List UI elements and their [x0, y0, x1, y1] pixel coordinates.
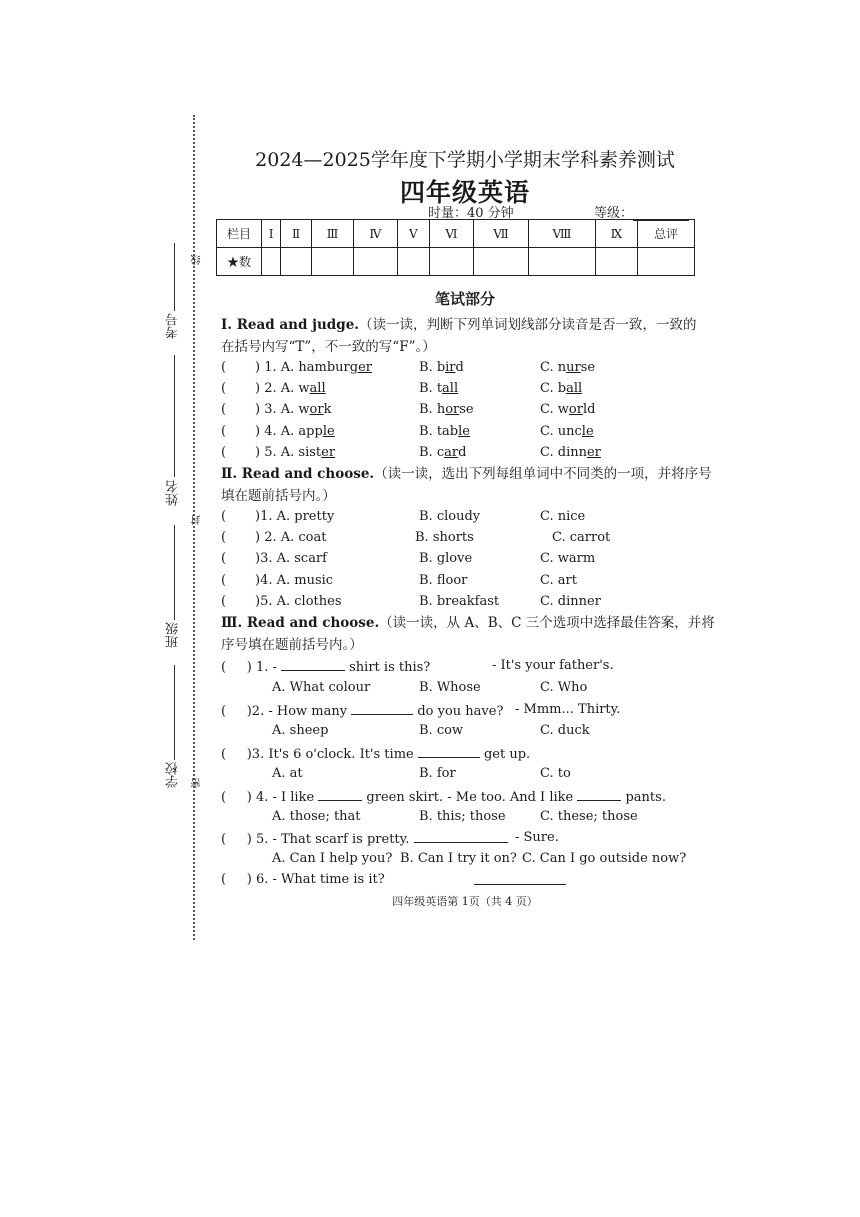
q4-option-b: B. this; those [419, 809, 506, 824]
q4-text-pre: ) 4. - I like [246, 790, 319, 805]
q1-option-b: B. Whose [419, 680, 481, 695]
score-cell: Ⅱ [281, 220, 312, 248]
q5-option-b: B. Can I try it on? [400, 851, 517, 866]
q3-option-c: C. to [540, 766, 571, 781]
part2-item: ( )4. A. music [221, 573, 334, 588]
q3-answer-blank[interactable] [418, 745, 480, 758]
part2-item-num: )4. A. music [255, 573, 334, 588]
score-cell: Ⅷ [529, 220, 596, 248]
binding-dotted-line [193, 115, 195, 940]
part1-item: ( ) 1. A. hamburger [221, 360, 372, 375]
part3-heading-bold: Ⅲ. Read and choose. [221, 615, 380, 631]
q1-option-a: A. What colour [272, 680, 371, 695]
part1-item: ( ) 2. A. wall [221, 381, 326, 396]
part1-b-underlined: or [445, 402, 460, 417]
part1-heading-line2: 在括号内写“T”，不一致的写“F”。） [221, 339, 436, 355]
part3-q4: ( ) 4. - I like green skirt. - Me too. And I like pants. [221, 790, 666, 805]
part1-a-underlined: all [309, 381, 326, 396]
q4-answer-blank-1[interactable] [318, 788, 362, 801]
part1-a-underlined: le [322, 424, 335, 439]
part2-item-num: )5. A. clothes [255, 594, 342, 609]
part1-option-b [419, 360, 464, 376]
score-table [216, 219, 695, 276]
part1-b-pre: B. h [419, 402, 446, 417]
part1-item-num: ) 5. A. [255, 445, 299, 460]
q4-text-mid: green skirt. - Me too. And I like [362, 790, 578, 805]
part1-a-pre: w [298, 402, 310, 417]
part2-option-b: B. floor [419, 573, 468, 588]
side-label-xingming: 姓名 [166, 480, 181, 506]
score-cell: Ⅵ [430, 220, 474, 248]
part1-c-pre: C. unc [540, 424, 582, 439]
part1-item-num: ) 4. A. [255, 424, 299, 439]
part2-item: ( )3. A. scarf [221, 551, 327, 566]
q6-answer-blank[interactable] [474, 884, 566, 885]
part1-a-pre: sist [298, 445, 322, 460]
part3-q5: ( ) 5. - That scarf is pretty. [221, 830, 508, 848]
part2-heading-line2: 填在题前括号内。） [221, 488, 336, 504]
score-empty-cell[interactable] [529, 248, 596, 276]
q2-answer-blank[interactable] [351, 702, 413, 715]
score-empty-cell[interactable] [281, 248, 312, 276]
side-label-xuexiao: 学校 [166, 762, 181, 788]
part2-heading-bold: Ⅱ. Read and choose. [221, 466, 375, 482]
q2-option-c: C. duck [540, 723, 590, 738]
part3-heading-line2: 序号填在题前括号内。） [221, 637, 363, 653]
part2-option-c: C. warm [540, 551, 596, 566]
q1-text-post: shirt is this? [345, 660, 431, 675]
part1-item-num: ) 3. A. [255, 402, 299, 417]
score-empty-cell[interactable] [311, 248, 353, 276]
part2-option-c: C. nice [540, 509, 586, 524]
q4-answer-blank-2[interactable] [577, 788, 621, 801]
part2-option-c: C. art [540, 573, 577, 588]
part1-c-underlined: or [568, 402, 583, 417]
part3-q2: ( )2. - How many do you have? [221, 704, 504, 719]
side-line-xingming [174, 355, 175, 477]
part1-b-underlined: all [442, 381, 459, 396]
part1-b-post: d [455, 360, 464, 375]
score-cell: Ⅰ [262, 220, 281, 248]
score-empty-cell[interactable] [354, 248, 398, 276]
q5-option-c: C. Can I go outside now? [522, 851, 687, 866]
exam-title: 2024—2025学年度下学期小学期末学科素养测试 [255, 149, 675, 171]
score-table-value-row [217, 248, 695, 276]
part1-b-post: d [458, 445, 467, 460]
q2-option-b: B. cow [419, 723, 464, 738]
q5-text-pre: ) 5. - That scarf is pretty. [246, 832, 414, 847]
part3-heading [221, 615, 715, 631]
part2-item: ( )1. A. pretty [221, 509, 335, 524]
part1-c-pre: C. n [540, 360, 567, 375]
section-title: 笔试部分 [434, 290, 495, 308]
part1-c-underlined: ur [566, 360, 581, 375]
part2-item: ( )5. A. clothes [221, 594, 342, 609]
q2-reply: - Mmm... Thirty. [515, 702, 621, 717]
score-empty-cell[interactable] [430, 248, 474, 276]
score-cell: Ⅴ [397, 220, 429, 248]
part1-c-pre: C. b [540, 381, 567, 396]
score-empty-cell[interactable] [262, 248, 281, 276]
part1-heading-rest: （读一读，判断下列单词划线部分读音是否一致，一致的 [358, 317, 697, 333]
side-line-banji [174, 525, 175, 620]
score-cell: 栏目 [217, 220, 262, 248]
seal-char-feng: 封 [192, 515, 203, 525]
part2-option-c: C. carrot [552, 530, 611, 545]
part1-option-b [419, 402, 474, 418]
q5-reply: - Sure. [515, 830, 559, 845]
seal-char-mi: 密 [192, 778, 203, 788]
score-row-label: ★数 [217, 248, 262, 276]
part1-option-c [540, 424, 594, 440]
part1-a-pre: w [298, 381, 310, 396]
part1-option-c [540, 381, 582, 397]
score-empty-cell[interactable] [397, 248, 429, 276]
part2-item-num: )3. A. scarf [255, 551, 327, 566]
part1-option-b [419, 445, 466, 461]
part1-c-pre: C. w [540, 402, 569, 417]
q3-text-pre: )3. It's 6 o'clock. It's time [246, 747, 418, 762]
part1-item: ( ) 5. A. sister [221, 445, 336, 460]
part1-b-pre: B. t [419, 381, 443, 396]
part3-q1: ( ) 1. - shirt is this? [221, 660, 431, 675]
q2-text-pre: )2. - How many [246, 704, 352, 719]
part1-c-post: se [580, 360, 596, 375]
part1-b-underlined: ar [444, 445, 459, 460]
q6-text-pre: ) 6. - What time is it? [246, 872, 385, 887]
part1-heading-bold: Ⅰ. Read and judge. [221, 317, 359, 333]
score-cell: Ⅳ [354, 220, 398, 248]
part3-q3: ( )3. It's 6 o'clock. It's time get up. [221, 747, 531, 762]
q3-option-b: B. for [419, 766, 456, 781]
score-cell: Ⅸ [595, 220, 637, 248]
part2-heading-rest: （读一读，选出下列每组单词中不同类的一项，并将序号 [374, 466, 712, 482]
q4-option-c: C. these; those [540, 809, 638, 824]
part1-option-c [540, 360, 595, 376]
part1-item: ( ) 4. A. apple [221, 424, 335, 439]
part1-a-underlined: or [309, 402, 324, 417]
part2-heading [221, 466, 712, 482]
part2-item: ( ) 2. A. coat [221, 530, 327, 545]
part2-option-b: B. cloudy [419, 509, 481, 524]
q2-text-post: do you have? [413, 704, 504, 719]
q1-answer-blank[interactable] [281, 658, 345, 671]
part1-b-underlined: le [458, 424, 470, 439]
part3-q6: ( ) 6. - What time is it? [221, 872, 385, 887]
score-empty-cell[interactable] [595, 248, 637, 276]
q4-text-post: pants. [621, 790, 666, 805]
q1-reply: - It's your father's. [492, 658, 614, 673]
score-cell: 总评 [638, 220, 695, 248]
side-line-xuexiao [174, 665, 175, 760]
part1-b-underlined: ir [445, 360, 456, 375]
part1-c-underlined: le [581, 424, 594, 439]
part1-item-num: ) 1. A. [255, 360, 299, 375]
part1-item-num: ) 2. A. [255, 381, 299, 396]
q5-option-a: A. Can I help you? [272, 851, 393, 866]
q1-text-pre: ) 1. - [246, 660, 281, 675]
part1-a-pre: app [298, 424, 323, 439]
part1-c-underlined: er [586, 445, 601, 460]
side-label-kaohao: 考号 [166, 313, 181, 339]
q1-option-c: C. Who [540, 680, 588, 695]
part2-option-c: C. dinner [540, 594, 601, 609]
part2-item-num: )1. A. pretty [255, 509, 335, 524]
part1-c-post: ld [582, 402, 596, 417]
part2-option-b: B. breakfast [419, 594, 500, 609]
score-empty-cell[interactable] [473, 248, 528, 276]
part1-item: ( ) 3. A. work [221, 402, 332, 417]
part1-b-pre: B. tab [419, 424, 459, 439]
q4-option-a: A. those; that [272, 809, 361, 824]
part1-option-c [540, 445, 601, 461]
score-empty-cell[interactable] [638, 248, 695, 276]
part1-a-underlined: er [321, 445, 336, 460]
seal-char-xian: 线 [192, 255, 203, 265]
q2-option-a: A. sheep [272, 723, 329, 738]
part1-b-post: se [459, 402, 474, 417]
part1-c-pre: C. dinn [540, 445, 587, 460]
score-table-header-row [217, 220, 695, 248]
exam-subtitle: 四年级英语 [399, 178, 530, 207]
part3-heading-rest: （读一读，从 A、B、C 三个选项中选择最佳答案，并将 [379, 615, 715, 631]
time-label: 时量：40 分钟 [428, 206, 514, 221]
part1-heading [221, 317, 696, 333]
side-label-banji: 班级 [166, 622, 181, 648]
part1-c-underlined: all [566, 381, 583, 396]
part2-option-b: B. shorts [415, 530, 474, 545]
part1-a-pre: hambur [298, 360, 350, 375]
part1-option-b [419, 381, 458, 397]
q3-text-post: get up. [479, 747, 531, 762]
score-cell: Ⅲ [311, 220, 353, 248]
part1-a-underlined: ger [349, 360, 372, 375]
part1-b-pre: B. c [419, 445, 445, 460]
side-line-kaohao [174, 243, 175, 311]
q5-answer-blank[interactable] [414, 830, 508, 843]
part1-option-c [540, 402, 595, 418]
part1-option-b [419, 424, 470, 440]
part2-item-num: ) 2. A. coat [255, 530, 327, 545]
part1-b-pre: B. b [419, 360, 446, 375]
score-cell: Ⅶ [473, 220, 528, 248]
grade-label: 等级： [594, 206, 634, 221]
part2-option-b: B. glove [419, 551, 473, 566]
q3-option-a: A. at [272, 766, 303, 781]
page-footer: 四年级英语第 1页（共 4 页） [392, 895, 538, 908]
part1-a-post: k [323, 402, 332, 417]
